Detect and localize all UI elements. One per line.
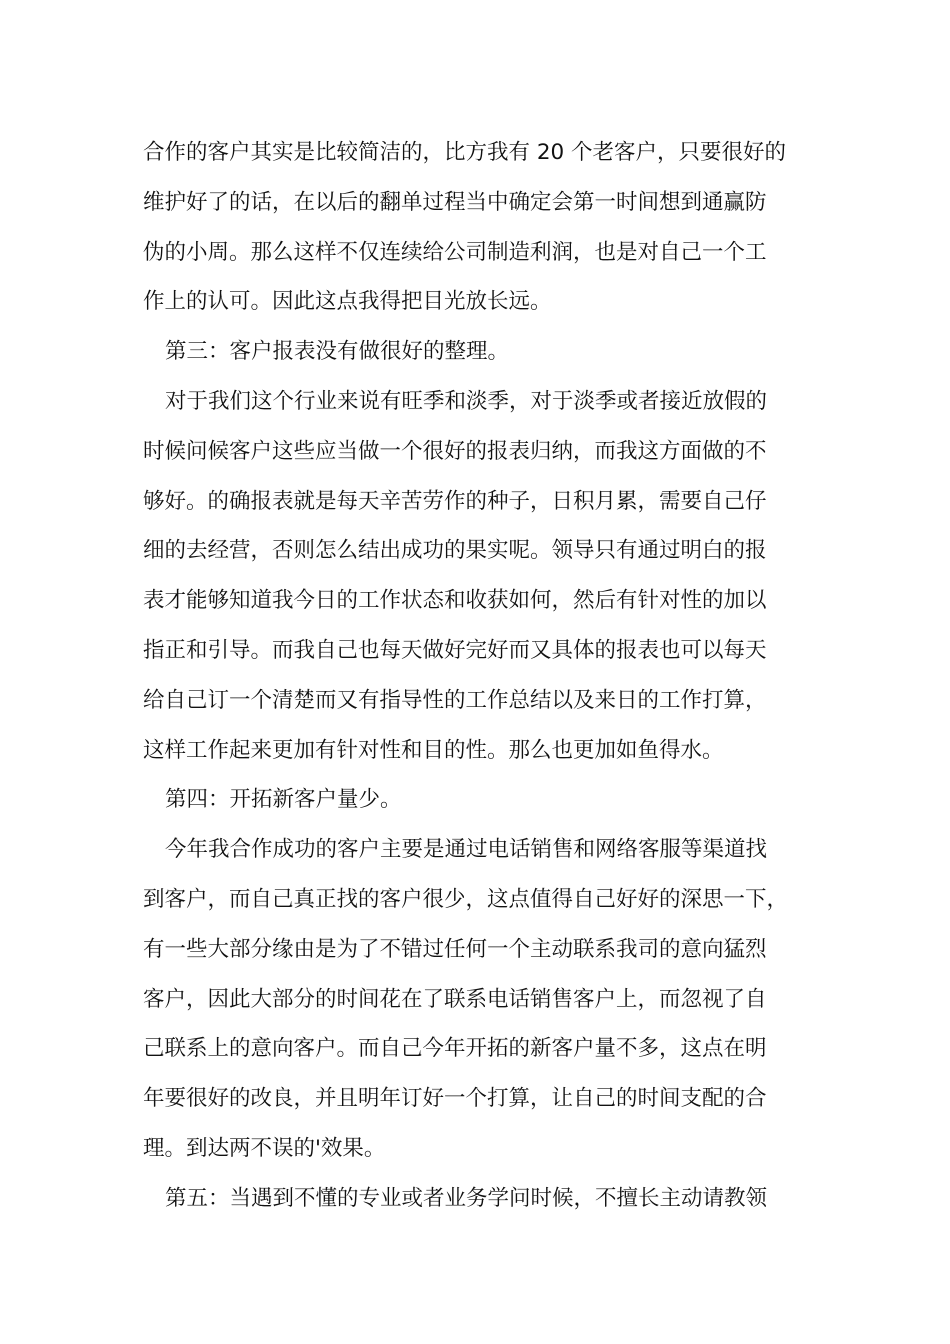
paragraph-line: 作上的认可。因此这点我得把目光放长远。 [143,289,552,315]
paragraph-line: 客户，因此大部分的时间花在了联系电话销售客户上，而忽视了自 [143,986,767,1012]
paragraph-line: 指正和引导。而我自己也每天做好完好而又具体的报表也可以每天 [143,637,767,663]
paragraph-line: 给自己订一个清楚而又有指导性的工作总结以及来日的工作打算， [143,687,767,713]
paragraph-line: 时候问候客户这些应当做一个很好的报表归纳，而我这方面做的不 [143,438,767,464]
paragraph-line: 维护好了的话，在以后的翻单过程当中确定会第一时间想到通赢防 [143,189,767,215]
document-body [143,128,818,1224]
paragraph-line: 年要很好的改良，并且明年订好一个打算，让自己的时间支配的合 [143,1086,767,1112]
section-heading: 第四：开拓新客户量少。 [165,787,402,813]
paragraph-line: 合作的客户其实是比较简洁的，比方我有 20 个老客户，只要很好的 [143,140,787,165]
paragraph-line: 到客户，而自己真正找的客户很少，这点值得自己好好的深思一下， [143,886,789,912]
paragraph-line: 今年我合作成功的客户主要是通过电话销售和网络客服等渠道找 [165,837,768,863]
paragraph-line: 对于我们这个行业来说有旺季和淡季，对于淡季或者接近放假的 [165,388,768,414]
paragraph-line: 够好。的确报表就是每天辛苦劳作的种子，日积月累，需要自己仔 [143,488,767,514]
paragraph-line: 理。到达两不误的'效果。 [143,1135,386,1161]
paragraph-line: 细的去经营，否则怎么结出成功的果实呢。领导只有通过明白的报 [143,538,767,564]
paragraph-line: 伪的小周。那么这样不仅连续给公司制造利润，也是对自己一个工 [143,239,767,265]
section-heading: 第三：客户报表没有做很好的整理。 [165,339,510,365]
section-heading: 第五：当遇到不懂的专业或者业务学问时候，不擅长主动请教领 [165,1185,768,1211]
paragraph-line: 己联系上的意向客户。而自己今年开拓的新客户量不多，这点在明 [143,1036,767,1062]
paragraph-line: 表才能够知道我今日的工作状态和收获如何，然后有针对性的加以 [143,588,767,614]
paragraph-line: 这样工作起来更加有针对性和目的性。那么也更加如鱼得水。 [143,737,724,763]
paragraph-line: 有一些大部分缘由是为了不错过任何一个主动联系我司的意向猛烈 [143,936,767,962]
